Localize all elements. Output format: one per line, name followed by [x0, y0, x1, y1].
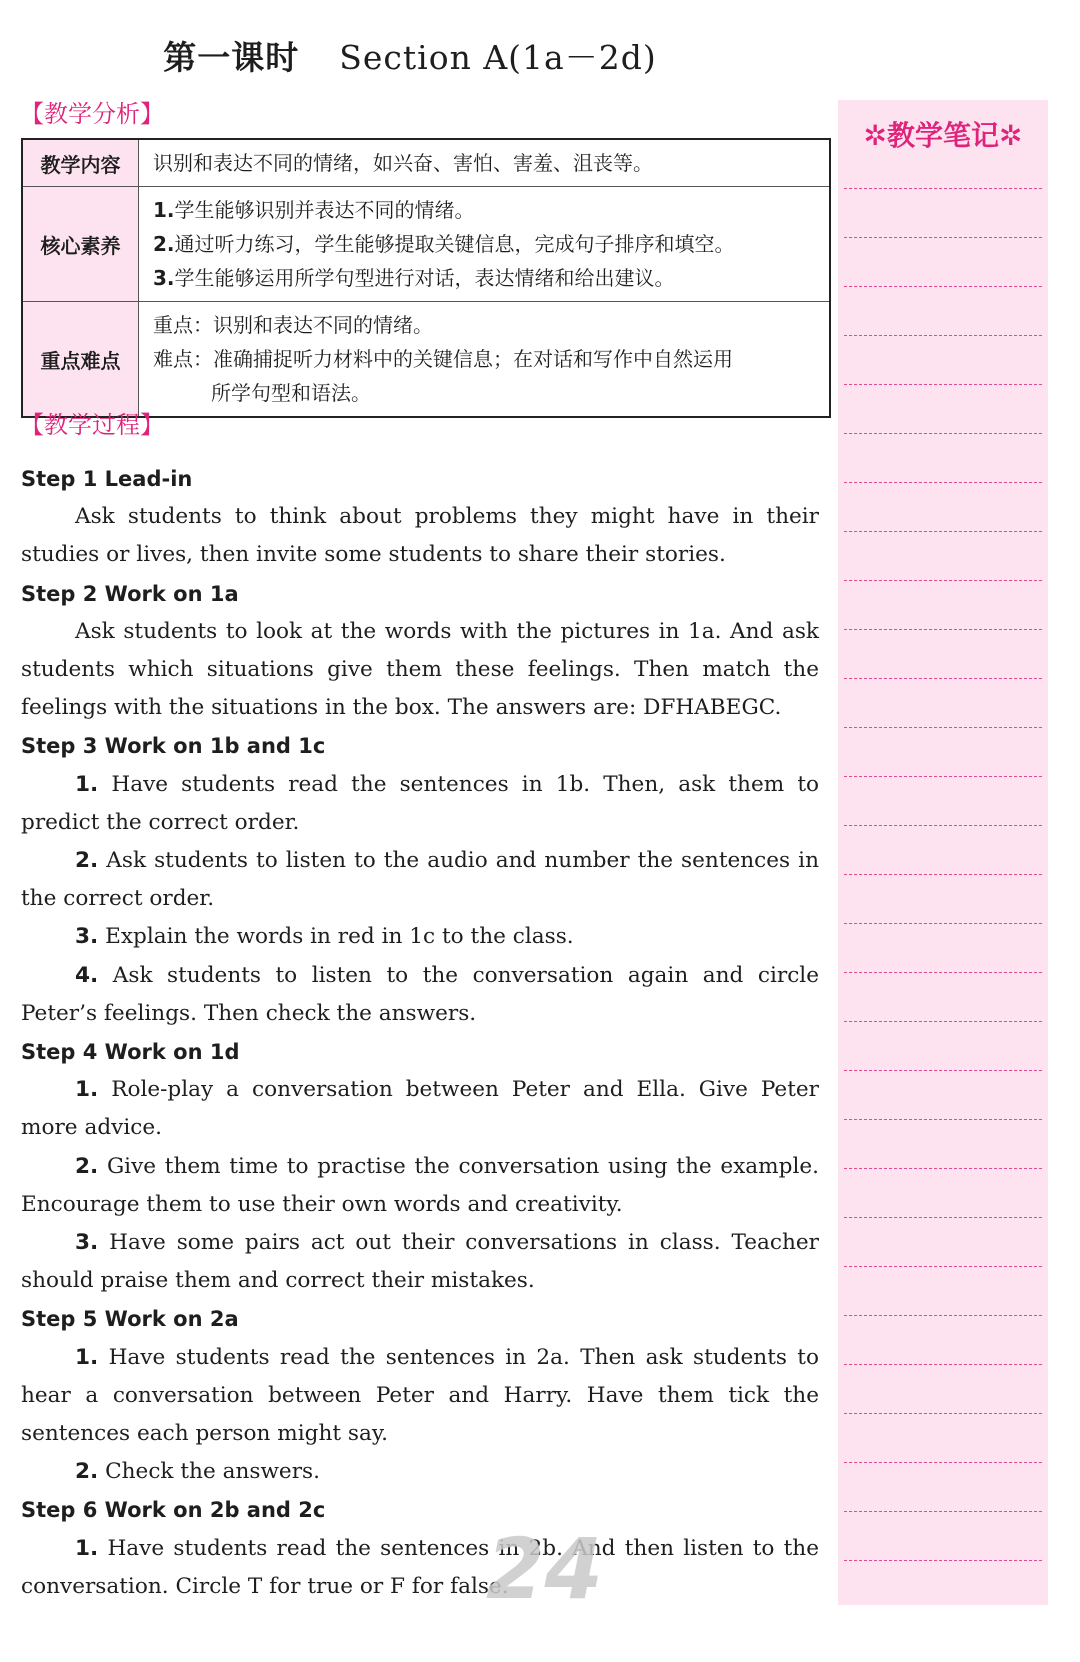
- note-line: [844, 482, 1042, 483]
- focus-line: 重点：识别和表达不同的情绪。: [153, 313, 433, 337]
- list-item: 4. Ask students to listen to the conversation again and circle Peter’s feelings. Then check the answers.: [21, 962, 819, 1026]
- note-line: [844, 237, 1042, 238]
- note-line: [844, 825, 1042, 826]
- row-label: 核心素养: [22, 187, 139, 302]
- note-line: [844, 286, 1042, 287]
- note-line: [844, 580, 1042, 581]
- step-paragraph: Ask students to look at the words with the pictures in 1a. And ask students which situations give them these feelings. Then match the feelings with the situations in the box. The answers are: DFHABEGC.: [21, 618, 819, 721]
- row-label: 重点难点: [22, 302, 139, 418]
- note-line: [844, 531, 1042, 532]
- notes-panel: [838, 100, 1048, 1605]
- note-line: [844, 188, 1042, 189]
- step-title: Step 2 Work on 1a: [21, 581, 239, 606]
- difficulty-line: 难点：准确捕捉听力材料中的关键信息；在对话和写作中自然运用: [153, 347, 733, 371]
- step-title: Step 3 Work on 1b and 1c: [21, 734, 326, 759]
- step-title: Step 6 Work on 2b and 2c: [21, 1498, 326, 1523]
- note-line: [844, 1413, 1042, 1414]
- note-line: [844, 1315, 1042, 1316]
- table-row: [22, 187, 830, 302]
- process-content: [21, 460, 819, 1606]
- list-item: 3.学生能够运用所学句型进行对话，表达情绪和给出建议。: [153, 266, 675, 290]
- note-line: [844, 433, 1042, 434]
- list-item: 2. Ask students to listen to the audio and number the sentences in the correct order.: [21, 848, 819, 912]
- step-paragraph: Ask students to think about problems they might have in their studies or lives, then invite some students to share their stories.: [21, 504, 819, 568]
- list-item: 2.通过听力练习，学生能够提取关键信息，完成句子排序和填空。: [153, 232, 735, 256]
- note-line: [844, 1364, 1042, 1365]
- note-line: [844, 384, 1042, 385]
- note-line: [844, 1021, 1042, 1022]
- list-item: 2. Check the answers.: [75, 1459, 320, 1485]
- list-item: 1. Have students read the sentences in 1b. Then, ask them to predict the correct order.: [21, 771, 819, 835]
- note-line: [844, 727, 1042, 728]
- note-line: [844, 1266, 1042, 1267]
- list-item: 3. Explain the words in red in 1c to the class.: [75, 924, 574, 950]
- note-line: [844, 1560, 1042, 1561]
- page-number: 24: [486, 1520, 603, 1618]
- list-item: 2. Give them time to practise the conversation using the example. Encourage them to use their own words and creativity.: [21, 1153, 819, 1217]
- note-line: [844, 1511, 1042, 1512]
- note-line: [844, 1070, 1042, 1071]
- list-item: 1. Role-play a conversation between Peter and Ella. Give Peter more advice.: [21, 1077, 819, 1141]
- analysis-table: [21, 138, 831, 418]
- title-cn: 第一课时: [163, 38, 300, 77]
- note-line: [844, 776, 1042, 777]
- note-line: [844, 678, 1042, 679]
- list-item: 1. Have students read the sentences in 2b. And then listen to the conversation. Circle T for true or F for false.: [21, 1535, 819, 1599]
- note-line: [844, 874, 1042, 875]
- note-line: [844, 335, 1042, 336]
- note-line: [844, 1462, 1042, 1463]
- row-label: 教学内容: [22, 139, 139, 187]
- table-row: [22, 302, 830, 418]
- process-heading: 【教学过程】: [20, 411, 164, 439]
- row-value: [139, 187, 831, 302]
- note-line: [844, 972, 1042, 973]
- notes-title: ✲教学笔记✲: [863, 119, 1023, 152]
- note-line: [844, 629, 1042, 630]
- list-item: 1. Have students read the sentences in 2a. Then ask students to hear a conversation between Peter and Harry. Have them tick the sentences each person might say.: [21, 1344, 819, 1447]
- list-item: 3. Have some pairs act out their conversations in class. Teacher should praise them and correct their mistakes.: [21, 1230, 819, 1294]
- analysis-heading: 【教学分析】: [20, 100, 164, 128]
- note-line: [844, 923, 1042, 924]
- note-line: [844, 1119, 1042, 1120]
- title-en: Section A(1a－2d): [339, 38, 657, 77]
- step-title: Step 5 Work on 2a: [21, 1307, 239, 1332]
- step-title: Step 1 Lead-in: [21, 467, 193, 491]
- table-row: [22, 139, 830, 187]
- list-item: 1.学生能够识别并表达不同的情绪。: [153, 198, 475, 222]
- row-value: [139, 302, 831, 418]
- difficulty-line-cont: 所学句型和语法。: [211, 381, 371, 405]
- step-title: Step 4 Work on 1d: [21, 1040, 240, 1065]
- note-line: [844, 1217, 1042, 1218]
- note-line: [844, 1168, 1042, 1169]
- page-title: [0, 32, 820, 79]
- row-value: 识别和表达不同的情绪，如兴奋、害怕、害羞、沮丧等。: [139, 139, 831, 187]
